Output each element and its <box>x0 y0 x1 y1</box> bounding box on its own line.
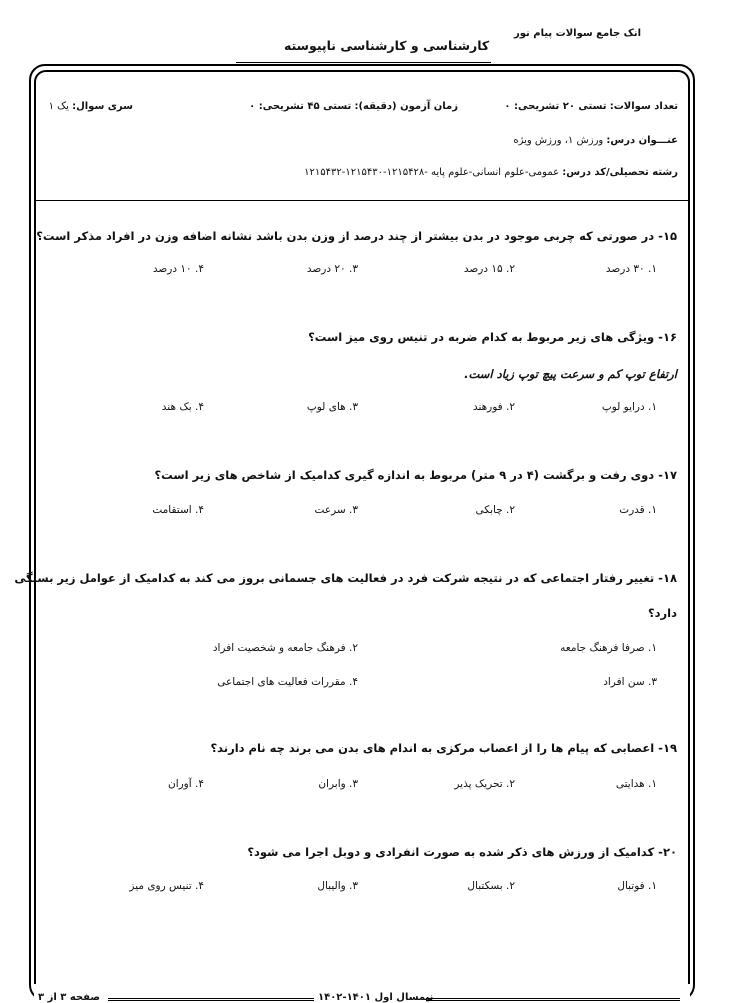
q19-option-4: ۴. آوران <box>167 778 204 790</box>
q17-option-1: ۱. قدرت <box>619 504 657 516</box>
q19-option-1: ۱. هدایتی <box>615 778 657 790</box>
series: سری سوال: یک ۱ <box>48 101 133 112</box>
q16-option-3: ۳. های لوپ <box>306 401 358 413</box>
question-16: ۱۶- ویژگی های زیر مربوط به کدام ضربه در تنیس روی میز است؟ <box>308 330 677 344</box>
question-19: ۱۹- اعصابی که پیام ها را از اعصاب مرکزی به اندام های بدن می برند چه نام دارند؟ <box>210 741 677 755</box>
q15-option-3: ۳. ۲۰ درصد <box>306 263 358 275</box>
title-underline <box>236 62 491 63</box>
question-15: ۱۵- در صورتی که چربی موجود در بدن بیشتر از چند درصد از وزن بدن باشد نشانه اضافه وزن در افراد مذکر است؟ <box>36 229 677 243</box>
question-count: تعداد سوالات: تستی ۲۰ تشریحی: ۰ <box>504 101 678 112</box>
q16-option-1: ۱. درایو لوپ <box>601 401 657 413</box>
q20-option-2: ۲. بسکتبال <box>467 880 515 892</box>
q15-option-2: ۲. ۱۵ درصد <box>463 263 515 275</box>
q15-option-1: ۱. ۳۰ درصد <box>605 263 657 275</box>
q20-option-1: ۱. فوتبال <box>617 880 657 892</box>
q17-option-3: ۳. سرعت <box>314 504 358 516</box>
question-20: ۲۰- کدامیک از ورزش های ذکر شده به صورت انفرادی و دوبل اجرا می شود؟ <box>247 845 677 859</box>
q18-option-3: ۳. سن افراد <box>603 676 657 688</box>
q19-option-2: ۲. تحریک پذیر <box>454 778 515 790</box>
q20-option-4: ۴. تنیس روی میز <box>129 880 204 892</box>
brand-text: انک جامع سوالات پیام نور <box>514 28 642 39</box>
q18-option-4: ۴. مقررات فعالیت های اجتماعی <box>217 676 358 688</box>
footer-semester: نیمسال اول ۱۴۰۱-۱۴۰۲ <box>318 992 434 1003</box>
footer-page-number: صفحه ۳ از ۳ <box>38 992 100 1003</box>
question-18: ۱۸- تغییر رفتار اجتماعی که در نتیجه شرکت فرد در فعالیت های جسمانی بروز می کند به کدامیک از عوامل زیر بستگی <box>14 571 677 585</box>
q19-option-3: ۳. وابران <box>318 778 358 790</box>
exam-level-title: کارشناسی و کارشناسی ناپیوسته <box>284 38 490 53</box>
footer-rule-right <box>426 998 680 1001</box>
field-course-code: رشته تحصیلی/کد درس: عمومی-علوم انسانی-علوم پایه -۱۲۱۵۴۲۸-۱۲۱۵۴۳۰-۱۲۱۵۴۳۲ <box>304 167 678 178</box>
q16-note: ارتفاع توپ کم و سرعت پیچ توپ زیاد است. <box>464 367 677 381</box>
footer-rule-left <box>108 998 314 1001</box>
q16-option-4: ۴. بک هند <box>161 401 204 413</box>
q16-option-2: ۲. فورهند <box>472 401 515 413</box>
q17-option-2: ۲. چابکی <box>475 504 515 516</box>
course-title: عنـــوان درس: ورزش ۱، ورزش ویژه <box>513 135 678 146</box>
q17-option-4: ۴. استقامت <box>152 504 204 516</box>
q20-option-3: ۳. والیبال <box>317 880 358 892</box>
q18-option-1: ۱. صرفا فرهنگ جامعه <box>560 642 657 654</box>
q15-option-4: ۴. ۱۰ درصد <box>152 263 204 275</box>
header-separator <box>34 200 690 201</box>
question-18-continuation: دارد؟ <box>647 606 677 620</box>
exam-time: زمان آزمون (دقیقه): تستی ۴۵ تشریحی: ۰ <box>249 101 458 112</box>
question-17: ۱۷- دوی رفت و برگشت (۴ در ۹ متر) مربوط به اندازه گیری کدامیک از شاخص های زیر است؟ <box>154 468 677 482</box>
q18-option-2: ۲. فرهنگ جامعه و شخصیت افراد <box>212 642 358 654</box>
